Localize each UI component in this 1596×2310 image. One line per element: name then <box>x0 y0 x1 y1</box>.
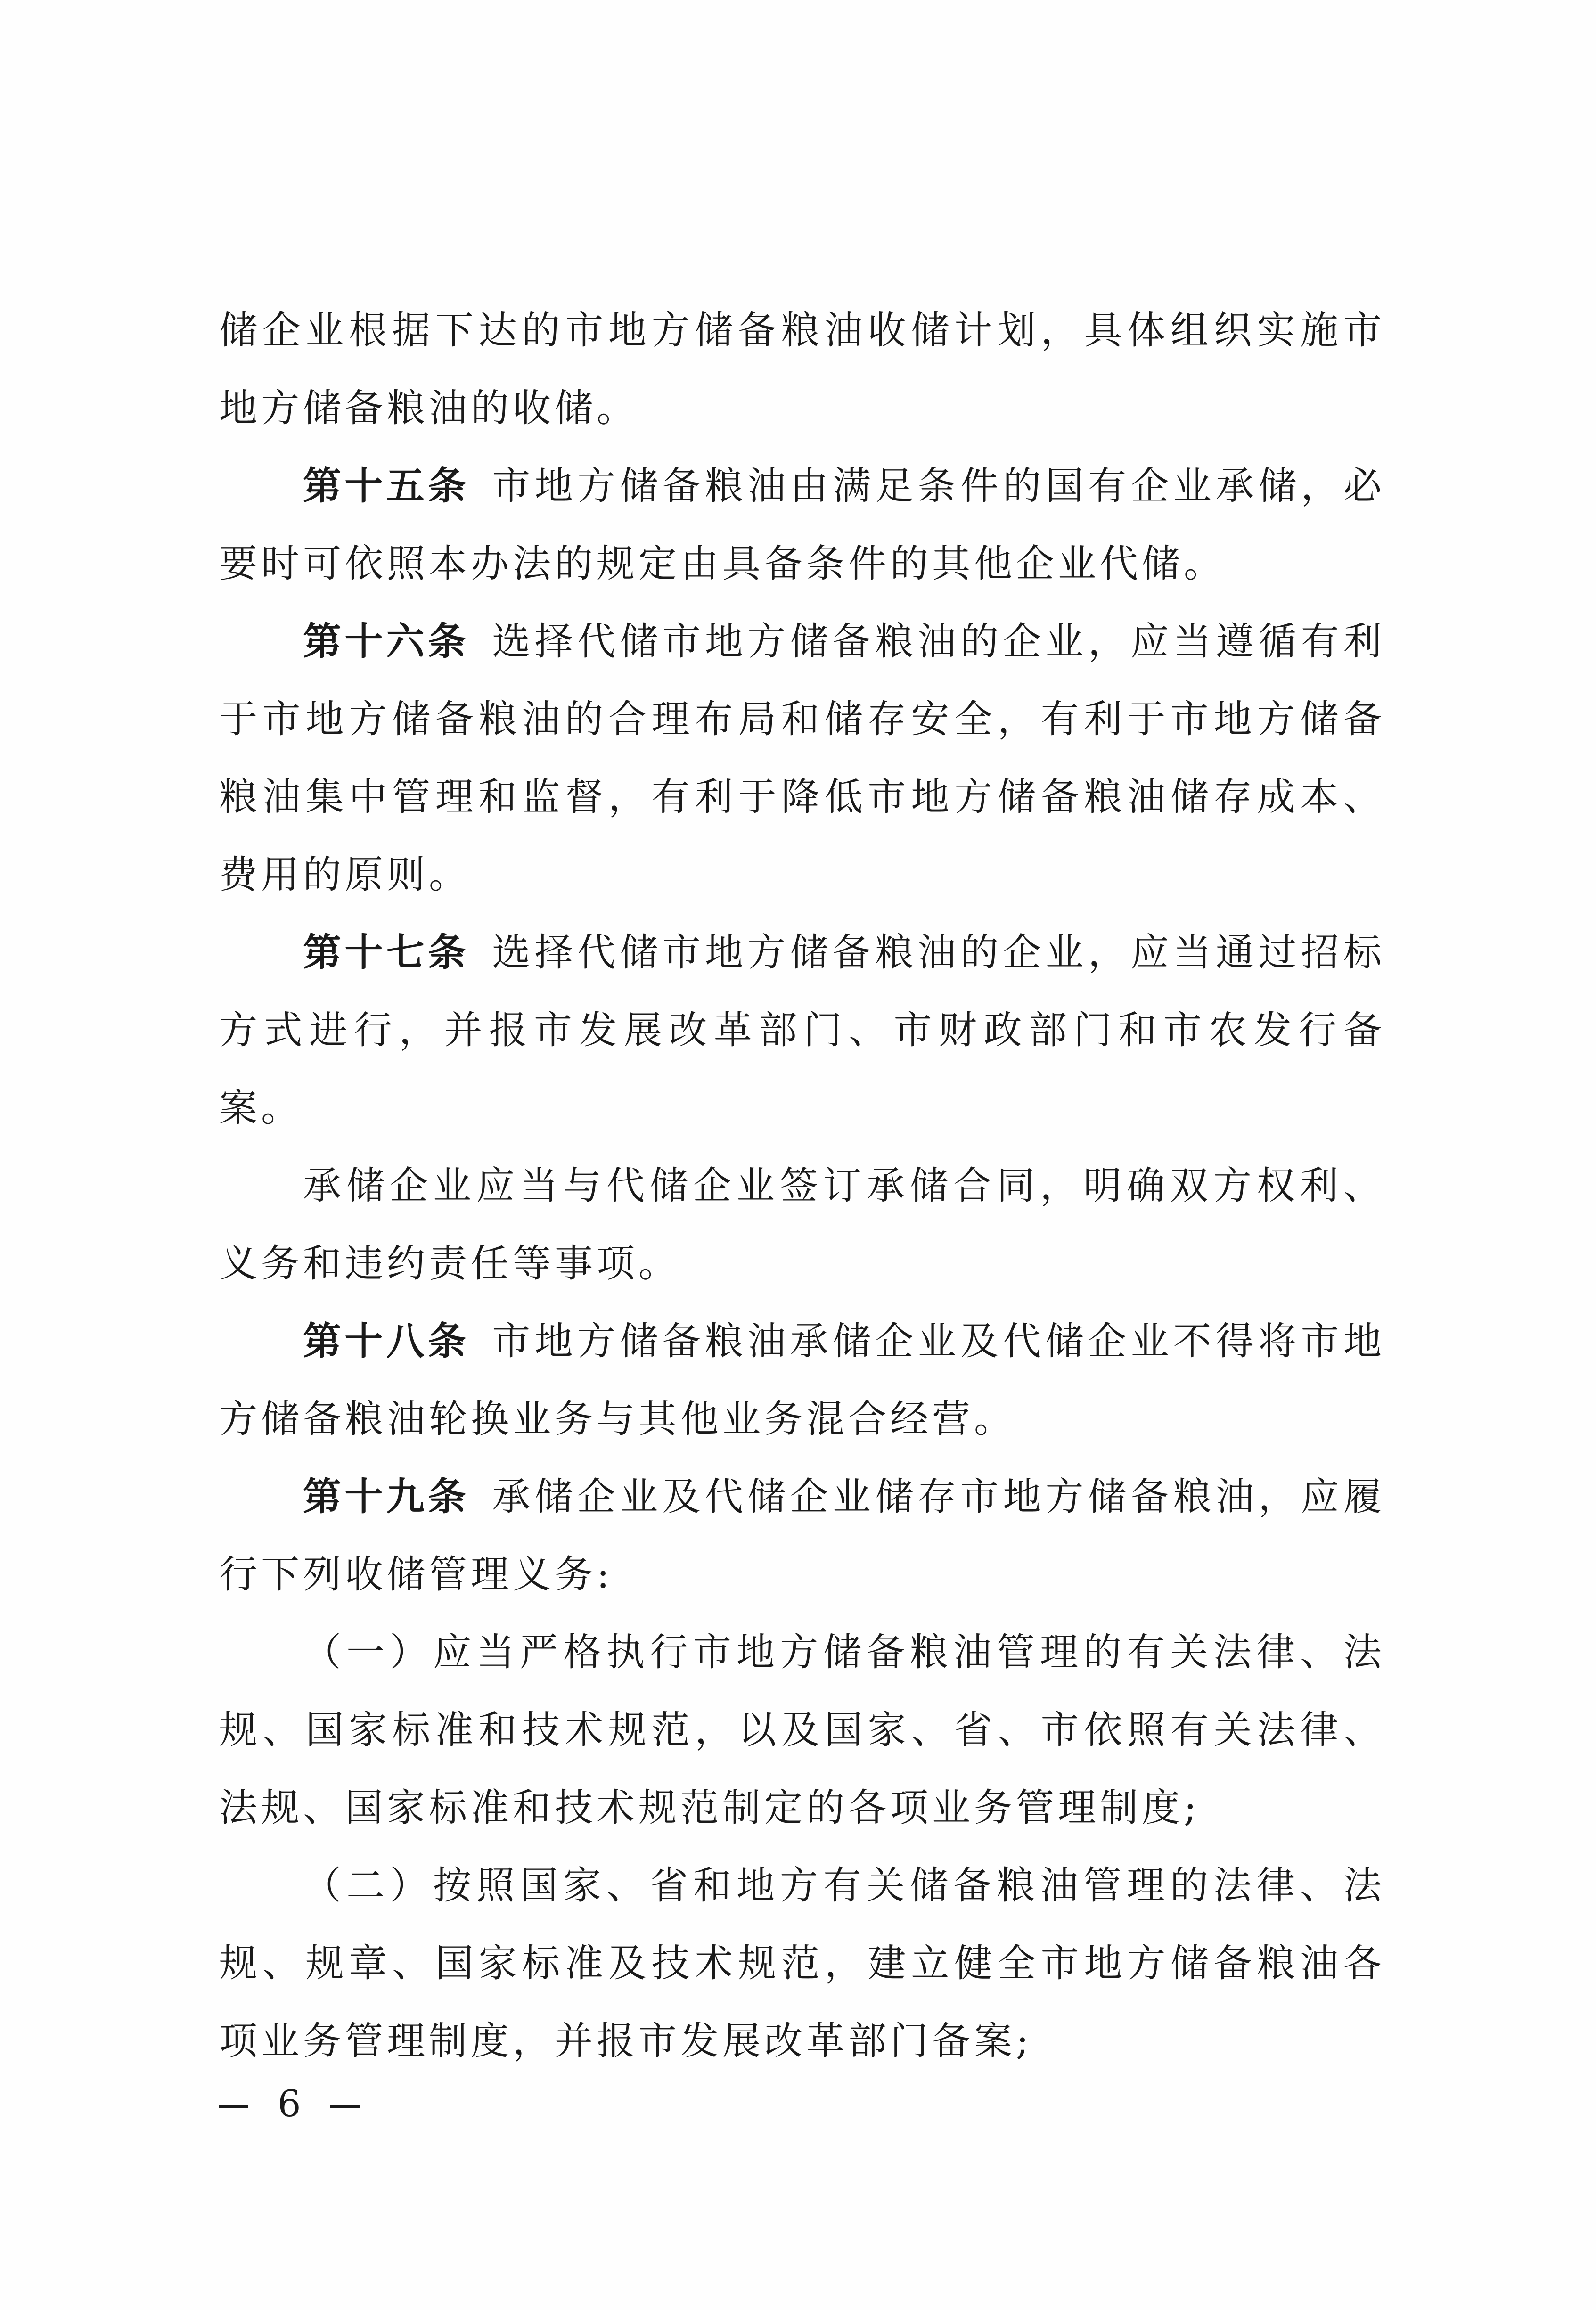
article-19-item-2 <box>219 1847 1385 2081</box>
article-15 <box>219 448 1385 603</box>
page-number-dash-left <box>219 2105 248 2108</box>
article-heading: 第十七条 <box>303 931 470 975</box>
page-number <box>219 2083 360 2125</box>
article-heading: 第十六条 <box>303 620 470 664</box>
article-16 <box>219 603 1385 914</box>
article-19-item-1 <box>219 1614 1385 1847</box>
article-heading: 第十五条 <box>303 464 470 508</box>
page-number-value: 6 <box>278 2083 301 2125</box>
paragraph-text: 选择代储市地方储备粮油的企业，应当遵循有利于市地方储备粮油的合理布局和储存安全，有利于市地方储备粮油集中管理和监督，有利于降低市地方储备粮油储存成本、费用的原则。 <box>219 620 1385 897</box>
article-17-clause-2 <box>219 1147 1385 1303</box>
paragraph-text: 市地方储备粮油承储企业及代储企业不得将市地方储备粮油轮换业务与其他业务混合经营。 <box>219 1319 1385 1442</box>
paragraph-text: 承储企业应当与代储企业签订承储合同，明确双方权利、义务和违约责任等事项。 <box>219 1164 1385 1286</box>
page-number-dash-right <box>330 2105 360 2108</box>
article-heading: 第十九条 <box>303 1475 470 1519</box>
paragraph-text: （二）按照国家、省和地方有关储备粮油管理的法律、法规、规章、国家标准及技术规范，建立健全市地方储备粮油各项业务管理制度，并报市发展改革部门备案; <box>219 1864 1385 2064</box>
article-heading: 第十八条 <box>303 1319 470 1364</box>
paragraph-continuation <box>219 292 1385 448</box>
paragraph-text: 市地方储备粮油由满足条件的国有企业承储，必要时可依照本办法的规定由具备条件的其他企业代储。 <box>219 464 1385 586</box>
paragraph-text: 储企业根据下达的市地方储备粮油收储计划，具体组织实施市地方储备粮油的收储。 <box>219 309 1385 431</box>
article-19 <box>219 1458 1385 1614</box>
paragraph-text: （一）应当严格执行市地方储备粮油管理的有关法律、法规、国家标准和技术规范，以及国家、省、市依照有关法律、法规、国家标准和技术规范制定的各项业务管理制度; <box>219 1630 1385 1830</box>
article-17 <box>219 914 1385 1147</box>
paragraph-text: 承储企业及代储企业储存市地方储备粮油，应履行下列收储管理义务: <box>219 1475 1385 1597</box>
document-body <box>219 292 1385 2081</box>
paragraph-text: 选择代储市地方储备粮油的企业，应当通过招标方式进行，并报市发展改革部门、市财政部门和市农发行备案。 <box>219 931 1385 1130</box>
article-18 <box>219 1303 1385 1458</box>
